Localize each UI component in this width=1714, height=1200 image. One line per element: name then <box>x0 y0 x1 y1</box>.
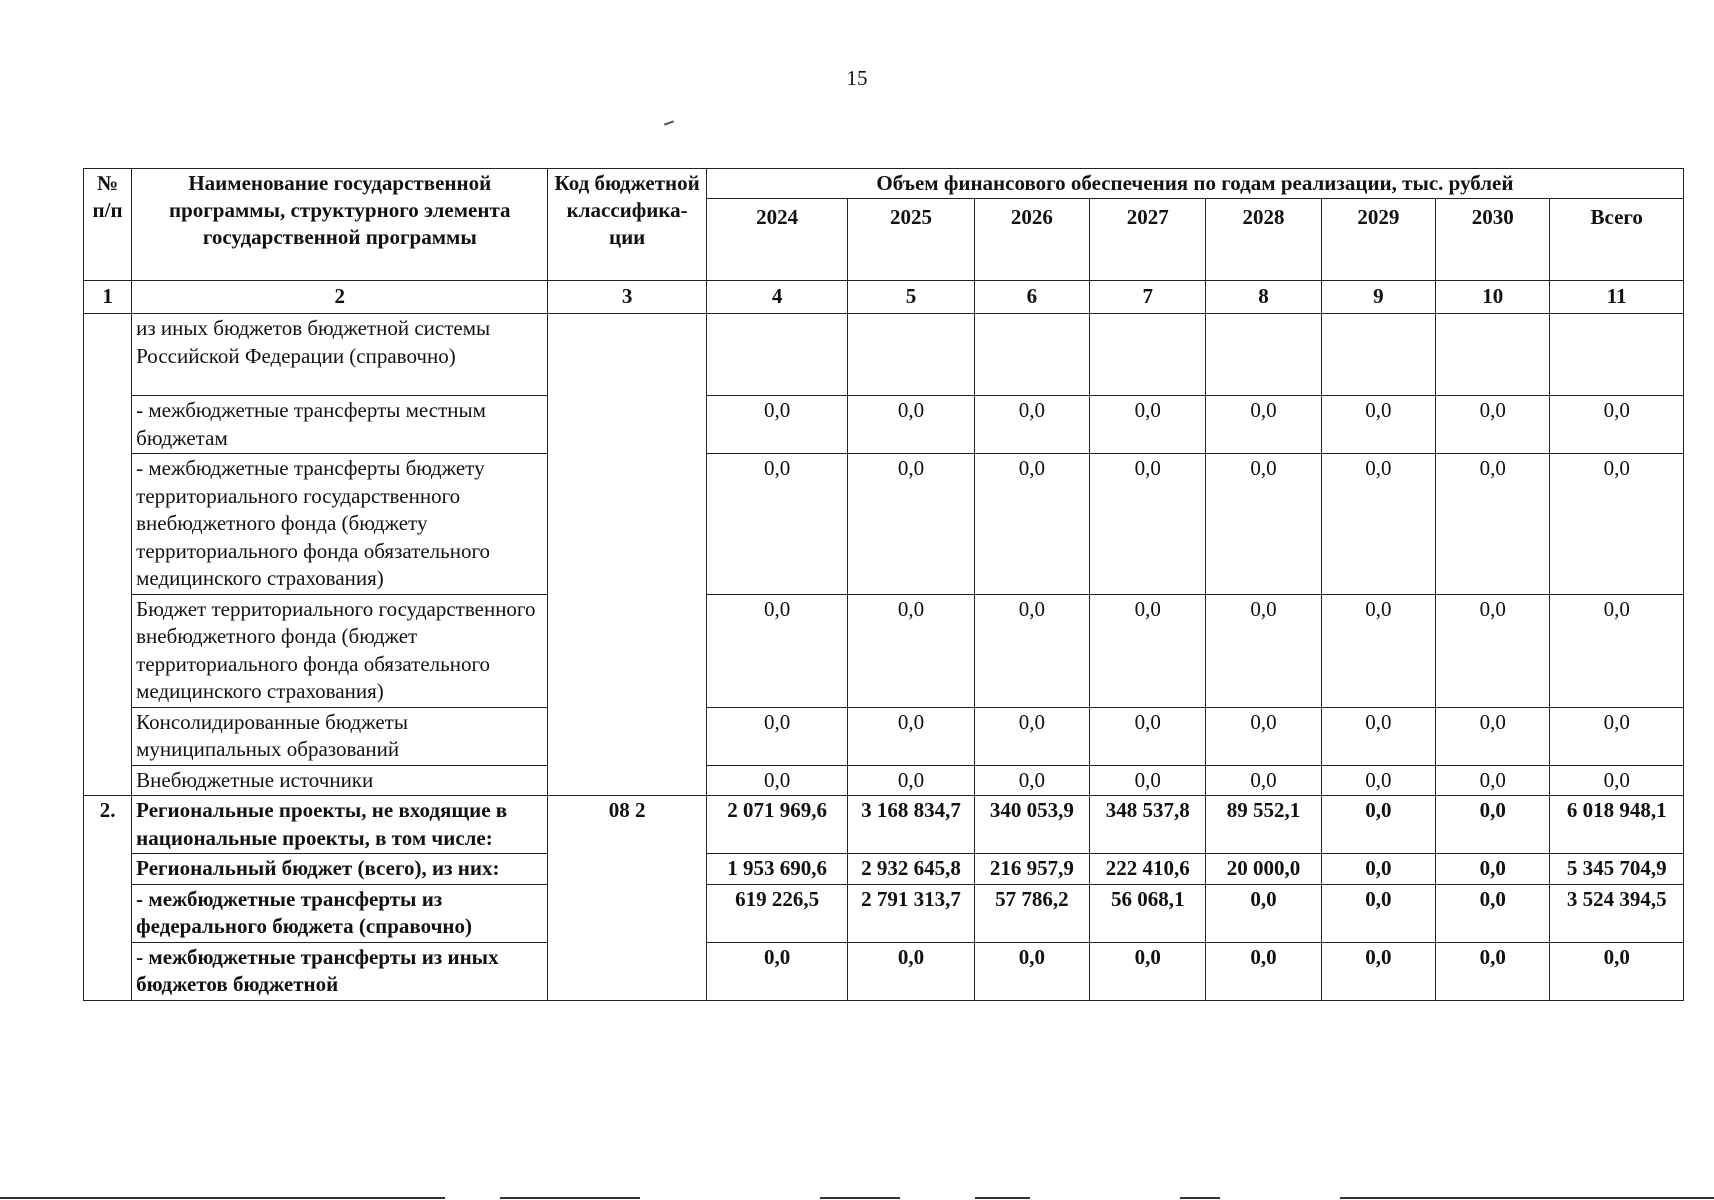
value-cell: 0,0 <box>848 707 974 765</box>
value-cell: 0,0 <box>1436 594 1550 707</box>
page-number: 15 <box>846 66 868 90</box>
table-row <box>84 314 1684 396</box>
value-cell: 0,0 <box>1550 707 1684 765</box>
column-number: 11 <box>1550 281 1684 314</box>
column-number: 7 <box>1090 281 1206 314</box>
row-num <box>84 314 132 796</box>
value-cell: 0,0 <box>1436 942 1550 1000</box>
value-cell: 0,0 <box>1090 594 1206 707</box>
header-year-2026: 2026 <box>974 199 1089 281</box>
row-name: Региональные проекты, не входящие в национальные проекты, в том числе: <box>132 796 548 854</box>
value-cell: 0,0 <box>848 942 974 1000</box>
table-row <box>84 396 1684 454</box>
value-cell: 0,0 <box>1321 765 1435 796</box>
value-cell: 3 168 834,7 <box>848 796 974 854</box>
value-cell: 0,0 <box>706 594 847 707</box>
table-row <box>84 765 1684 796</box>
value-cell: 0,0 <box>1321 854 1435 885</box>
scan-mark <box>664 120 674 125</box>
value-cell: 89 552,1 <box>1206 796 1321 854</box>
row-name: - межбюджетные трансферты из федерального бюджета (справочно) <box>132 884 548 942</box>
value-cell: 0,0 <box>1436 796 1550 854</box>
value-cell: 0,0 <box>974 765 1089 796</box>
table-row <box>84 854 1684 885</box>
value-cell: 0,0 <box>706 765 847 796</box>
value-cell: 0,0 <box>1550 765 1684 796</box>
row-name: Региональный бюджет (всего), из них: <box>132 854 548 885</box>
value-cell: 0,0 <box>974 942 1089 1000</box>
value-cell: 619 226,5 <box>706 884 847 942</box>
header-volume: Объем финансового обеспечения по годам реализации, тыс. рублей <box>706 169 1683 199</box>
value-cell: 0,0 <box>974 707 1089 765</box>
row-name: Внебюджетные источники <box>132 765 548 796</box>
value-cell: 0,0 <box>974 396 1089 454</box>
value-cell: 0,0 <box>1090 396 1206 454</box>
row-num: 2. <box>84 796 132 1001</box>
value-cell: 0,0 <box>706 454 847 595</box>
header-name: Наименование государственной программы, структурного элемента государственной программы <box>132 169 548 281</box>
column-number: 3 <box>548 281 706 314</box>
column-number: 1 <box>84 281 132 314</box>
table-row <box>84 707 1684 765</box>
value-cell: 0,0 <box>848 454 974 595</box>
budget-table <box>83 168 1684 1001</box>
column-number: 9 <box>1321 281 1435 314</box>
table-row <box>84 594 1684 707</box>
header-year-2025: 2025 <box>848 199 974 281</box>
value-cell: 0,0 <box>1206 454 1321 595</box>
value-cell <box>1550 314 1684 396</box>
value-cell: 0,0 <box>1550 942 1684 1000</box>
value-cell: 340 053,9 <box>974 796 1089 854</box>
value-cell: 0,0 <box>1090 707 1206 765</box>
value-cell: 2 071 969,6 <box>706 796 847 854</box>
row-code: 08 2 <box>548 796 706 1001</box>
value-cell: 0,0 <box>1321 884 1435 942</box>
table-row <box>84 942 1684 1000</box>
value-cell: 0,0 <box>1550 594 1684 707</box>
value-cell: 2 791 313,7 <box>848 884 974 942</box>
value-cell: 0,0 <box>1321 396 1435 454</box>
value-cell: 0,0 <box>848 594 974 707</box>
row-name: - межбюджетные трансферты местным бюджетам <box>132 396 548 454</box>
column-number: 8 <box>1206 281 1321 314</box>
column-number: 4 <box>706 281 847 314</box>
header-year-2029: 2029 <box>1321 199 1435 281</box>
value-cell: 1 953 690,6 <box>706 854 847 885</box>
table-row <box>84 796 1684 854</box>
value-cell <box>1206 314 1321 396</box>
header-year-2028: 2028 <box>1206 199 1321 281</box>
value-cell: 0,0 <box>1436 884 1550 942</box>
header-year-2030: 2030 <box>1436 199 1550 281</box>
value-cell <box>974 314 1089 396</box>
value-cell: 3 524 394,5 <box>1550 884 1684 942</box>
value-cell: 0,0 <box>1321 594 1435 707</box>
value-cell: 5 345 704,9 <box>1550 854 1684 885</box>
value-cell: 0,0 <box>1206 942 1321 1000</box>
value-cell: 0,0 <box>1090 454 1206 595</box>
header-year-2024: 2024 <box>706 199 847 281</box>
value-cell: 0,0 <box>1206 765 1321 796</box>
value-cell <box>848 314 974 396</box>
value-cell: 0,0 <box>974 594 1089 707</box>
value-cell: 0,0 <box>848 765 974 796</box>
value-cell: 0,0 <box>1321 454 1435 595</box>
table-row <box>84 884 1684 942</box>
header-num: № п/п <box>84 169 132 281</box>
value-cell: 0,0 <box>1550 396 1684 454</box>
value-cell: 0,0 <box>1206 707 1321 765</box>
value-cell: 0,0 <box>1321 942 1435 1000</box>
value-cell: 0,0 <box>1090 765 1206 796</box>
value-cell: 56 068,1 <box>1090 884 1206 942</box>
value-cell: 20 000,0 <box>1206 854 1321 885</box>
value-cell: 0,0 <box>1436 454 1550 595</box>
row-name: из иных бюджетов бюджетной системы Российской Федерации (справочно) <box>132 314 548 396</box>
value-cell: 2 932 645,8 <box>848 854 974 885</box>
value-cell: 0,0 <box>706 707 847 765</box>
value-cell: 0,0 <box>1436 707 1550 765</box>
value-cell: 0,0 <box>1206 884 1321 942</box>
value-cell <box>706 314 847 396</box>
value-cell: 0,0 <box>848 396 974 454</box>
value-cell: 0,0 <box>1550 454 1684 595</box>
column-number: 10 <box>1436 281 1550 314</box>
value-cell: 0,0 <box>706 942 847 1000</box>
value-cell: 0,0 <box>1436 765 1550 796</box>
value-cell: 0,0 <box>1206 594 1321 707</box>
value-cell: 0,0 <box>974 454 1089 595</box>
header-year-2027: 2027 <box>1090 199 1206 281</box>
value-cell: 222 410,6 <box>1090 854 1206 885</box>
table-row <box>84 454 1684 595</box>
row-code <box>548 314 706 796</box>
value-cell: 0,0 <box>1321 796 1435 854</box>
header-total: Всего <box>1550 199 1684 281</box>
value-cell: 57 786,2 <box>974 884 1089 942</box>
row-name: - межбюджетные трансферты бюджету территориального государственного внебюджетного фонда (бюджету территориального фонда обязательного медицинского страхования) <box>132 454 548 595</box>
column-number: 2 <box>132 281 548 314</box>
value-cell: 0,0 <box>1436 854 1550 885</box>
column-number: 5 <box>848 281 974 314</box>
value-cell: 0,0 <box>1436 396 1550 454</box>
value-cell <box>1090 314 1206 396</box>
value-cell: 0,0 <box>706 396 847 454</box>
column-number: 6 <box>974 281 1089 314</box>
row-name: Консолидированные бюджеты муниципальных образований <box>132 707 548 765</box>
row-name: Бюджет территориального государственного внебюджетного фонда (бюджет территориального фонда обязательного медицинского страхования) <box>132 594 548 707</box>
value-cell: 0,0 <box>1090 942 1206 1000</box>
footer-rule <box>0 1197 1714 1199</box>
row-name: - межбюджетные трансферты из иных бюджетов бюджетной <box>132 942 548 1000</box>
value-cell: 0,0 <box>1321 707 1435 765</box>
value-cell: 348 537,8 <box>1090 796 1206 854</box>
value-cell: 216 957,9 <box>974 854 1089 885</box>
value-cell: 6 018 948,1 <box>1550 796 1684 854</box>
header-code: Код бюджетной классифика-ции <box>548 169 706 281</box>
value-cell: 0,0 <box>1206 396 1321 454</box>
value-cell <box>1436 314 1550 396</box>
value-cell <box>1321 314 1435 396</box>
